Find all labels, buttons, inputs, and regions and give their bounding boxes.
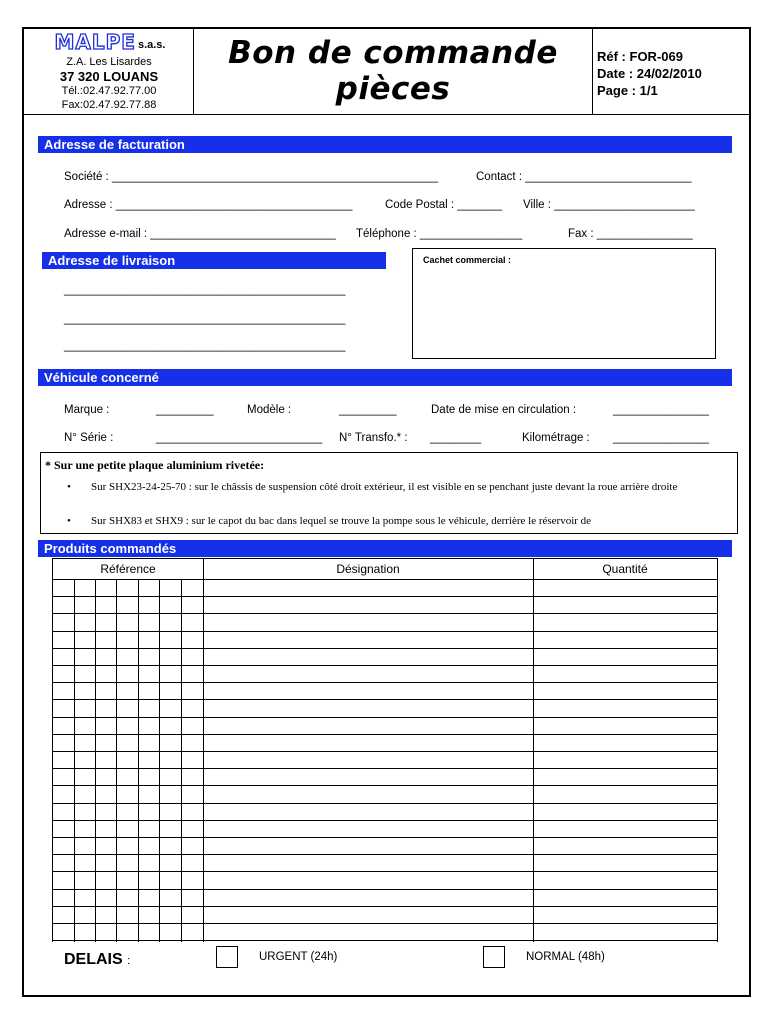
delais-label	[64, 951, 130, 969]
page-number: Page : 1/1	[597, 83, 658, 98]
reference-subcol-line	[138, 579, 139, 942]
table-row-line	[53, 717, 717, 718]
table-row-line	[53, 906, 717, 907]
reference-subcol-line	[116, 579, 117, 942]
email-field[interactable]: Adresse e-mail : _____________________________	[64, 228, 336, 240]
commercial-stamp-box[interactable]	[412, 248, 716, 359]
serie-label: N° Série :	[64, 432, 114, 444]
adresse-field[interactable]: Adresse : _____________________________________	[64, 199, 353, 211]
title-line-2: pièces	[335, 71, 451, 107]
delivery-section-title: Adresse de livraison	[42, 252, 386, 269]
date-circulation-field[interactable]: _______________	[613, 404, 709, 416]
transfo-label: N° Transfo.* :	[339, 432, 408, 444]
delivery-line-3[interactable]: ____________________________________________	[64, 340, 346, 352]
logo	[24, 31, 194, 54]
billing-section-title: Adresse de facturation	[38, 136, 732, 153]
legal-form: s.a.s.	[137, 39, 166, 51]
table-row-line	[53, 665, 717, 666]
table-row-line	[53, 579, 717, 580]
table-row-line	[53, 613, 717, 614]
note-item: • Sur SHX23-24-25-70 : sur le châssis de suspension côté droit extérieur, il est visible en se penchant juste devant la roue arrière droite	[91, 480, 721, 494]
telephone-field[interactable]: Téléphone : ________________	[356, 228, 523, 240]
company-block	[24, 29, 194, 115]
fax-field[interactable]: Fax : _______________	[568, 228, 693, 240]
delivery-line-1[interactable]: ____________________________________________	[64, 284, 346, 296]
table-row-line	[53, 768, 717, 769]
vehicle-section-title: Véhicule concerné	[38, 369, 732, 386]
document-date: Date : 24/02/2010	[597, 66, 702, 81]
table-row-line	[53, 923, 717, 924]
table-row-line	[53, 820, 717, 821]
table-row-line	[53, 803, 717, 804]
serie-field[interactable]: __________________________	[156, 432, 323, 444]
table-row-line	[53, 854, 717, 855]
date-circulation-label: Date de mise en circulation :	[431, 404, 577, 416]
urgent-checkbox[interactable]	[216, 946, 238, 968]
table-row-line	[53, 871, 717, 872]
note-title: * Sur une petite plaque aluminium rivetée:	[45, 458, 265, 472]
modele-label: Modèle :	[247, 404, 292, 416]
delais-text: DELAIS	[64, 951, 123, 968]
table-row-line	[53, 734, 717, 735]
table-row-line	[53, 751, 717, 752]
title-line-1: Bon de commande	[228, 35, 558, 71]
marque-label: Marque :	[64, 404, 110, 416]
serial-plate-note	[40, 452, 738, 534]
table-row-line	[53, 631, 717, 632]
societe-field[interactable]: Société : ___________________________________________________	[64, 171, 439, 183]
logo-wordmark: MALPE	[54, 30, 136, 54]
reference-subcol-line	[95, 579, 96, 942]
transfo-field[interactable]: ________	[430, 432, 482, 444]
normal-label: NORMAL (48h)	[526, 951, 605, 963]
delais-colon: :	[127, 955, 131, 967]
company-address: Z.A. Les Lisardes	[66, 56, 152, 68]
code-postal-field[interactable]: Code Postal : _______	[385, 199, 503, 211]
kilometrage-field[interactable]: _______________	[613, 432, 709, 444]
marque-field[interactable]: _________	[156, 404, 214, 416]
commercial-stamp-label: Cachet commercial :	[423, 255, 512, 265]
delivery-line-2[interactable]: ____________________________________________	[64, 313, 346, 325]
table-row-line	[53, 785, 717, 786]
document-title	[194, 29, 592, 115]
note-item: • Sur SHX83 et SHX9 : sur le capot du bac dans lequel se trouve la pompe sous le véhicule, derrière le réservoir de	[91, 514, 721, 528]
reference-block	[592, 29, 749, 115]
normal-checkbox[interactable]	[483, 946, 505, 968]
company-city: 37 320 LOUANS	[59, 69, 159, 84]
reference-subcol-line	[74, 579, 75, 942]
table-col-line	[533, 558, 534, 942]
col-header-designation: Désignation	[336, 562, 400, 576]
table-row-line	[53, 940, 717, 941]
table-row-line	[53, 889, 717, 890]
reference-subcol-line	[181, 579, 182, 942]
contact-field[interactable]: Contact : __________________________	[476, 171, 692, 183]
col-header-quantite: Quantité	[602, 562, 648, 576]
table-border-top	[53, 558, 717, 559]
reference: Réf : FOR-069	[597, 49, 683, 64]
urgent-label: URGENT (24h)	[259, 951, 338, 963]
table-row-line	[53, 596, 717, 597]
table-row-line	[53, 648, 717, 649]
products-section-title: Produits commandés	[38, 540, 732, 557]
table-col-line	[203, 558, 204, 942]
ville-field[interactable]: Ville : ______________________	[523, 199, 695, 211]
col-header-reference: Référence	[100, 562, 156, 576]
table-row-line	[53, 699, 717, 700]
company-fax: Fax:02.47.92.77.88	[61, 99, 157, 111]
modele-field[interactable]: _________	[339, 404, 397, 416]
products-table[interactable]	[52, 558, 716, 942]
company-tel: Tél.:02.47.92.77.00	[61, 85, 157, 97]
kilometrage-label: Kilométrage :	[522, 432, 590, 444]
reference-subcol-line	[159, 579, 160, 942]
table-row-line	[53, 682, 717, 683]
table-row-line	[53, 837, 717, 838]
table-border-right	[717, 558, 718, 942]
